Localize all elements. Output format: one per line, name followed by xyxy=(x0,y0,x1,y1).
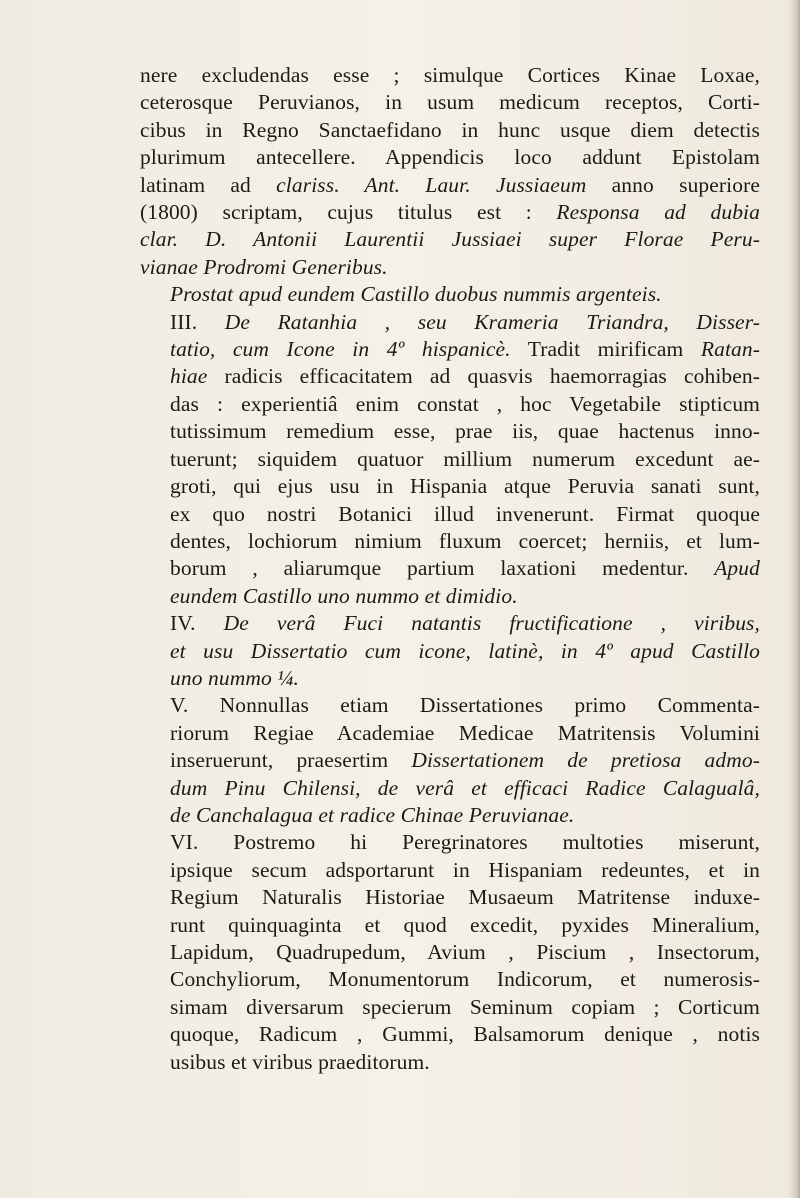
text-line xyxy=(140,1049,760,1076)
italic-run: Responsa ad dubia xyxy=(556,200,760,225)
text-run: latinam ad xyxy=(140,172,277,197)
text-line xyxy=(140,281,760,308)
text-line xyxy=(140,720,760,747)
text-line xyxy=(140,62,760,89)
text-run: (1800) scriptam, cujus titulus est : xyxy=(140,200,557,225)
text-line xyxy=(140,692,760,719)
body-text xyxy=(140,62,760,1076)
text-line xyxy=(140,857,760,884)
text-run: runt quinquaginta et quod excedit, pyxides Mineralium, xyxy=(170,912,760,937)
italic-run: eundem Castillo uno nummo et dimidio. xyxy=(170,583,518,608)
text-line xyxy=(140,89,760,116)
italic-run: de Canchalagua et radice Chinae Peruvianae. xyxy=(170,802,575,827)
text-run: III. xyxy=(170,309,225,334)
italic-run: dum Pinu Chilensi, de verâ et efficaci Radice Calagualâ, xyxy=(170,775,760,800)
text-line xyxy=(140,939,760,966)
text-line xyxy=(140,363,760,390)
italic-run: Ratan- xyxy=(700,337,760,362)
text-line xyxy=(140,199,760,226)
italic-run: De verâ Fuci natantis fructificatione , viribus, xyxy=(223,611,760,636)
text-run: quoque, Radicum , Gummi, Balsamorum denique , notis xyxy=(170,1022,760,1047)
italic-run: clariss. Ant. Laur. Jussiaeum xyxy=(276,172,587,197)
text-line xyxy=(140,829,760,856)
text-line xyxy=(140,610,760,637)
paragraph-2 xyxy=(140,281,760,308)
text-run: inseruerunt, praesertim xyxy=(170,748,412,773)
text-run: ex quo nostri Botanici illud invenerunt. Firmat quoque xyxy=(170,501,760,526)
text-line xyxy=(140,802,760,829)
text-run: V. Nonnullas etiam Dissertationes primo Commenta- xyxy=(170,693,760,718)
text-run: IV. xyxy=(170,611,224,636)
page-edge-shadow xyxy=(788,0,800,1198)
text-run: borum , aliarumque partium laxationi medentur. xyxy=(170,556,715,581)
text-run: das : experientiâ enim constat , hoc Vegetabile stipticum xyxy=(170,391,760,416)
text-line xyxy=(140,117,760,144)
italic-run: clar. D. Antonii Laurentii Jussiaei super Florae Peru- xyxy=(140,227,760,252)
text-run: radicis efficacitatem ad quasvis haemorragias cohiben- xyxy=(207,364,760,389)
text-line xyxy=(140,254,760,281)
text-line xyxy=(140,775,760,802)
text-run: Conchyliorum, Monumentorum Indicorum, et numerosis- xyxy=(170,967,760,992)
italic-run: vianae Prodromi Generibus. xyxy=(140,254,388,279)
paragraph-5 xyxy=(140,692,760,829)
text-line xyxy=(140,638,760,665)
text-run: dentes, lochiorum nimium fluxum coercet; herniis, et lum- xyxy=(170,528,760,553)
paragraph-1 xyxy=(140,62,760,281)
text-line xyxy=(140,418,760,445)
text-line xyxy=(140,966,760,993)
text-line xyxy=(140,528,760,555)
text-line xyxy=(140,501,760,528)
text-line xyxy=(140,446,760,473)
paragraph-3 xyxy=(140,309,760,610)
text-run: groti, qui ejus usu in Hispania atque Peruvia sanati sunt, xyxy=(170,474,760,499)
text-run: nere excludendas esse ; simulque Cortices Kinae Loxae, xyxy=(140,63,760,87)
text-run: plurimum antecellere. Appendicis loco addunt Epistolam xyxy=(140,145,760,170)
text-line xyxy=(140,747,760,774)
text-line xyxy=(140,144,760,171)
italic-run: uno nummo ¼. xyxy=(170,665,300,690)
italic-run: tatio, cum Icone in 4º hispanicè. xyxy=(170,337,511,362)
text-line xyxy=(140,1021,760,1048)
paragraph-6 xyxy=(140,829,760,1076)
text-run: tuerunt; siquidem quatuor millium numerum excedunt ae- xyxy=(170,446,760,471)
text-line xyxy=(140,555,760,582)
text-run: ceterosque Peruvianos, in usum medicum receptos, Corti- xyxy=(140,90,760,115)
text-line xyxy=(140,172,760,199)
text-line xyxy=(140,665,760,692)
text-line xyxy=(140,226,760,253)
text-run: Tradit mirificam xyxy=(510,337,701,362)
text-run: Regium Naturalis Historiae Musaeum Matritense induxe- xyxy=(170,885,760,910)
text-run: VI. Postremo hi Peregrinatores multoties miserunt, xyxy=(170,830,760,855)
text-line xyxy=(140,884,760,911)
italic-run: De Ratanhia , seu Krameria Triandra, Disser- xyxy=(224,309,760,334)
text-run: anno superiore xyxy=(586,172,760,197)
italic-run: Dissertationem de pretiosa admo- xyxy=(411,748,760,773)
italic-run: hiae xyxy=(170,364,208,389)
text-line xyxy=(140,994,760,1021)
text-run: Lapidum, Quadrupedum, Avium , Piscium , Insectorum, xyxy=(170,940,760,964)
text-line xyxy=(140,473,760,500)
text-run: ipsique secum adsportarunt in Hispaniam redeuntes, et in xyxy=(170,857,760,882)
text-line xyxy=(140,336,760,363)
text-line xyxy=(140,583,760,610)
text-run: riorum Regiae Academiae Medicae Matritensis Volumini xyxy=(170,720,760,745)
text-line xyxy=(140,912,760,939)
text-line xyxy=(140,309,760,336)
text-run: usibus et viribus praeditorum. xyxy=(170,1049,430,1074)
paragraph-4 xyxy=(140,610,760,692)
text-run: simam diversarum specierum Seminum copiam ; Corticum xyxy=(170,994,760,1019)
italic-run: Prostat apud eundem Castillo duobus nummis argenteis. xyxy=(170,282,662,307)
text-run: cibus in Regno Sanctaefidano in hunc usque diem detectis xyxy=(140,117,760,142)
italic-run: et usu Dissertatio cum icone, latinè, in 4º apud Castillo xyxy=(170,638,760,663)
text-run: tutissimum remedium esse, prae iis, quae hactenus inno- xyxy=(170,419,760,444)
italic-run: Apud xyxy=(714,556,760,581)
text-line xyxy=(140,391,760,418)
